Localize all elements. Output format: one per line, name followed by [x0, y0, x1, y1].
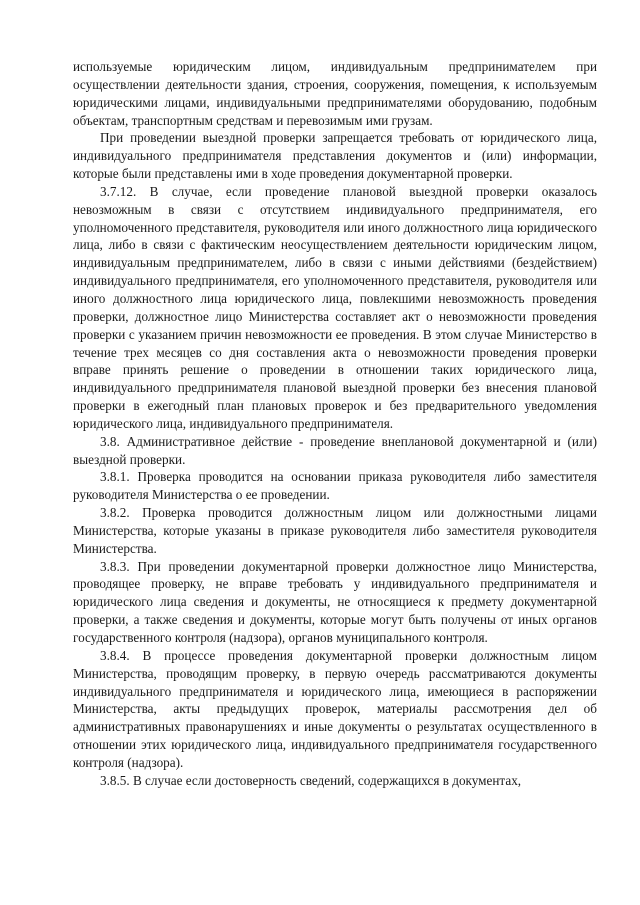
paragraph-3-8: 3.8. Административное действие - проведение внеплановой документарной и (или) выездной проверки. — [73, 433, 597, 467]
paragraph-3-8-5: 3.8.5. В случае если достоверность сведений, содержащихся в документах, — [100, 772, 522, 788]
document-page — [73, 58, 597, 790]
paragraph-continuation: используемые юридическим лицом, индивидуальным предпринимателем при осуществлении деятельности здания, строения, сооружения, помещения, к используемым юридическими лицами, индивидуальными предпринимателями оборудованию, подобным объектам, транспортным средствам и перевозимым ими грузам. — [73, 59, 597, 128]
paragraph-3-7-12: 3.7.12. В случае, если проведение плановой выездной проверки оказалось невозможным в связи с отсутствием индивидуального предпринимателя, его уполномоченного представителя, руководителя или иного должностного лица юридического лица, либо в связи с фактическим неосуществлением деятельности юридическим лицом, индивидуальным предпринимателем, либо в связи с иными действиями (бездействием) индивидуального предпринимателя, его уполномоченного представителя, руководителя или иного должностного лица юридического лица, повлекшими невозможность проведения проверки, должностное лицо Министерства составляет акт о невозможности проведения проверки с указанием причин невозможности ее проведения. В этом случае Министерство в течение трех месяцев со дня составления акта о невозможности проведения проверки вправе принять решение о проведении в отношении таких юридического лица, индивидуального предпринимателя плановой выездной проверки без внесения плановой проверки в ежегодный план плановых проверок и без предварительного уведомления юридического лица, индивидуального предпринимателя. — [73, 183, 597, 431]
paragraph-prohibition: При проведении выездной проверки запрещается требовать от юридического лица, индивидуального предпринимателя представления документов и (или) информации, которые были представлены ими в ходе проведения документарной проверки. — [73, 130, 597, 182]
paragraph-3-8-4: 3.8.4. В процессе проведения документарной проверки должностным лицом Министерства, проводящим проверку, в первую очередь рассматриваются документы индивидуального предпринимателя и юридического лица, имеющиеся в распоряжении Министерства, акты предыдущих проверок, материалы рассмотрения дел об административных правонарушениях и иные документы о результатах осуществленного в отношении этих юридического лица, индивидуального предпринимателя государственного контроля (надзора). — [73, 647, 597, 770]
paragraph-3-8-2: 3.8.2. Проверка проводится должностным лицом или должностными лицами Министерства, которые указаны в приказе руководителя либо заместителя руководителя Министерства. — [73, 505, 597, 556]
paragraph-3-8-1: 3.8.1. Проверка проводится на основании приказа руководителя либо заместителя руководителя Министерства о ее проведении. — [73, 469, 597, 503]
paragraph-3-8-3: 3.8.3. При проведении документарной проверки должностное лицо Министерства, проводящее проверку, не вправе требовать у индивидуального предпринимателя и юридического лица сведения и документы, не относящиеся к предмету документарной проверки, а также сведения и документы, которые могут быть получены от иных органов государственного контроля (надзора), органов муниципального контроля. — [73, 558, 597, 645]
